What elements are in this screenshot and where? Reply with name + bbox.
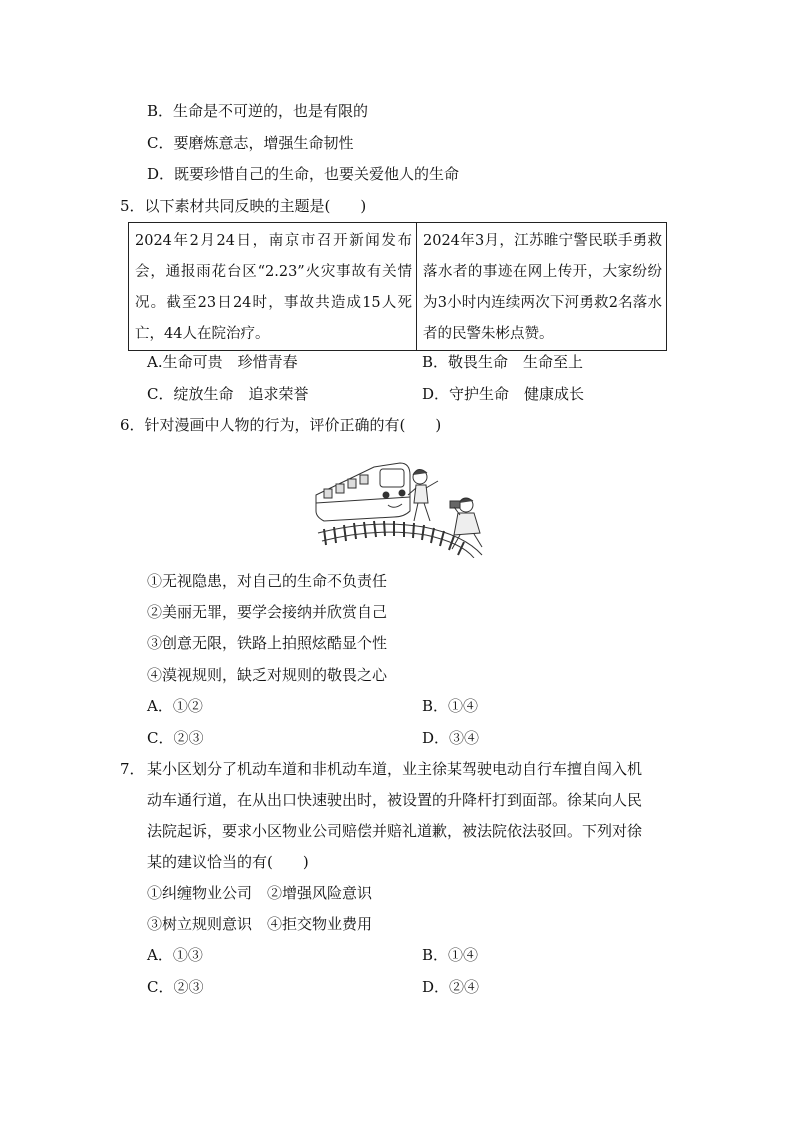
photographer-figure bbox=[450, 498, 482, 549]
q5-option-d: D．守护生命 健康成长 bbox=[422, 385, 585, 403]
q4-option-b: B．生命是不可逆的，也是有限的 bbox=[147, 102, 369, 120]
girl-figure bbox=[408, 469, 438, 521]
q5-option-a: A.生命可贵 珍惜青春 bbox=[147, 353, 298, 371]
q5-stem: 5．以下素材共同反映的主题是( ) bbox=[120, 197, 367, 215]
q7-option-b: B．①④ bbox=[422, 946, 479, 964]
q6-statement-1: ①无视隐患，对自己的生命不负责任 bbox=[147, 572, 388, 590]
q7-statements-line-2: ③树立规则意识 ④拒交物业费用 bbox=[147, 915, 373, 933]
train bbox=[316, 463, 410, 521]
q5-material-table bbox=[128, 222, 667, 351]
q6-option-d: D．③④ bbox=[422, 729, 480, 747]
cartoon-train-photo-image bbox=[314, 455, 486, 558]
q4-option-d: D．既要珍惜自己的生命，也要关爱他人的生命 bbox=[147, 165, 460, 183]
q6-statement-3: ③创意无限，铁路上拍照炫酷显个性 bbox=[147, 634, 388, 652]
q7-option-c: C．②③ bbox=[147, 978, 204, 996]
q7-number: 7． bbox=[120, 760, 145, 778]
q7-option-d: D．②④ bbox=[422, 978, 480, 996]
q6-option-c: C．②③ bbox=[147, 729, 204, 747]
q7-stem-line-3: 法院起诉，要求小区物业公司赔偿并赔礼道歉，被法院依法驳回。下列对徐 bbox=[147, 822, 643, 840]
q6-statement-2: ②美丽无罪，要学会接纳并欣赏自己 bbox=[147, 603, 388, 621]
q6-stem: 6．针对漫画中人物的行为，评价正确的有( ) bbox=[120, 416, 442, 434]
q4-option-c: C．要磨炼意志，增强生命韧性 bbox=[147, 134, 354, 152]
q7-statements-line-1: ①纠缠物业公司 ②增强风险意识 bbox=[147, 884, 373, 902]
q7-option-a: A．①③ bbox=[147, 946, 203, 964]
q5-option-b: B．敬畏生命 生命至上 bbox=[422, 353, 584, 371]
q7-stem-line-1: 某小区划分了机动车道和非机动车道，业主徐某驾驶电动自行车擅自闯入机 bbox=[147, 760, 643, 778]
q5-material-right: 2024年3月，江苏睢宁警民联手勇救落水者的事迹在网上传开，大家纷纷为3小时内连续两次下河勇救2名落水者的民警朱彬点赞。 bbox=[417, 223, 667, 351]
q7-stem-line-4: 某的建议恰当的有( ) bbox=[147, 853, 309, 871]
q7-stem-line-2: 动车通行道，在从出口快速驶出时，被设置的升降杆打到面部。徐某向人民 bbox=[147, 791, 643, 809]
q6-statement-4: ④漠视规则，缺乏对规则的敬畏之心 bbox=[147, 666, 388, 684]
q5-option-c: C．绽放生命 追求荣誉 bbox=[147, 385, 309, 403]
q6-option-a: A．①② bbox=[147, 697, 203, 715]
q6-option-b: B．①④ bbox=[422, 697, 479, 715]
q5-material-left: 2024年2月24日，南京市召开新闻发布会，通报雨花台区“2.23”火灾事故有关情况。截至23日24时，事故共造成15人死亡，44人在院治疗。 bbox=[129, 223, 417, 351]
